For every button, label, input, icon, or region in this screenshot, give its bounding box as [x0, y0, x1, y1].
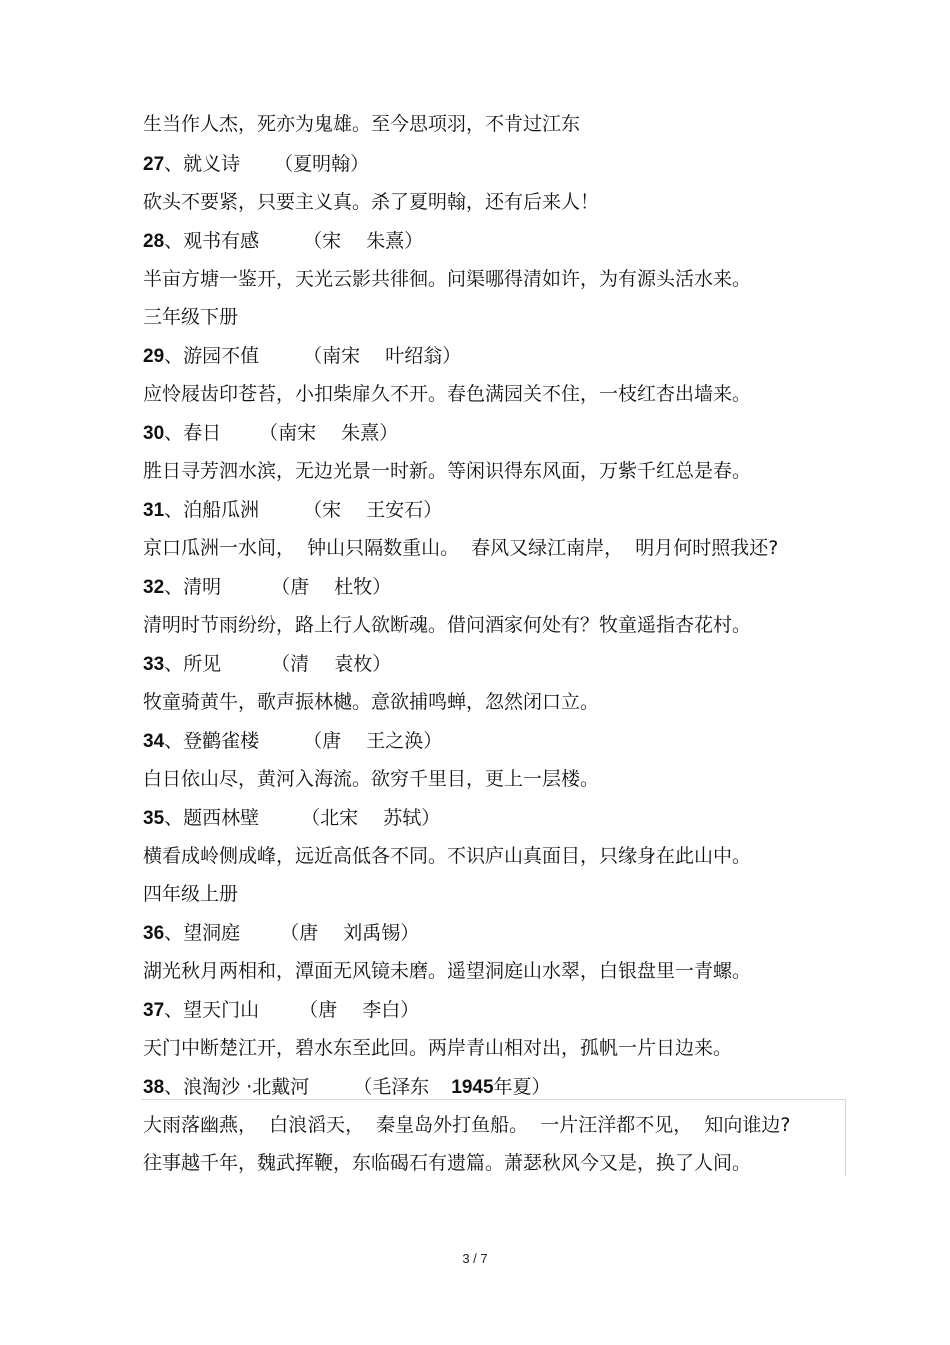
section-heading: 四年级上册: [143, 883, 239, 905]
poem-number: 28: [143, 231, 165, 252]
poem-title: 就义诗: [183, 153, 241, 175]
poem-separator: 、: [164, 653, 184, 675]
poem-number: 36: [143, 923, 165, 944]
poem-heading: [143, 152, 369, 177]
poem-author: （南宋 朱熹）: [259, 422, 399, 444]
poem-author: （唐 刘禹锡）: [280, 922, 420, 944]
poem-line: 生当作人杰，死亦为鬼雄。至今思项羽，不肯过江东: [143, 113, 581, 135]
poem-number: 32: [143, 577, 165, 598]
poem-author: （唐 李白）: [299, 999, 420, 1021]
poem-title: 春日: [183, 422, 222, 444]
poem-separator: 、: [164, 153, 184, 175]
poem-text: 应怜屐齿印苍苔，小扣柴扉久不开。春色满园关不住，一枝红杏出墙来。: [143, 383, 752, 405]
poem-number: 29: [143, 346, 165, 367]
poem-author: （北宋 苏轼）: [301, 807, 441, 829]
poem-text: 天门中断楚江开，碧水东至此回。两岸青山相对出，孤帆一片日边来。: [143, 1037, 733, 1059]
poem-author: （宋 朱熹）: [303, 230, 424, 252]
poem-heading: [143, 421, 398, 446]
poem-text: 横看成岭侧成峰，远近高低各不同。不识庐山真面目，只缘身在此山中。: [143, 845, 752, 867]
poem-title: 观书有感: [183, 230, 260, 252]
poem-text: 大雨落幽燕， 白浪滔天， 秦皇岛外打鱼船。 一片汪洋都不见， 知向谁边?: [143, 1114, 791, 1136]
poem-separator: 、: [164, 730, 184, 752]
poem-title: 泊船瓜洲: [183, 499, 260, 521]
poem-heading: [143, 344, 461, 369]
poem-heading: [143, 575, 391, 600]
poem-number: 34: [143, 731, 165, 752]
poem-separator: 、: [164, 230, 184, 252]
poem-heading: [143, 921, 419, 946]
poem-text: 半亩方塘一鉴开，天光云影共徘徊。问渠哪得清如许，为有源头活水来。: [143, 268, 752, 290]
poem-author: （唐 王之涣）: [303, 730, 443, 752]
poem-number: 27: [143, 154, 165, 175]
poem-title: 浪淘沙 ·北戴河: [183, 1076, 310, 1098]
poem-text: 胜日寻芳泗水滨，无边光景一时新。等闲识得东风面，万紫千红总是春。: [143, 460, 752, 482]
poem-number: 33: [143, 654, 165, 675]
poem-heading: [143, 229, 423, 254]
section-heading: 三年级下册: [143, 306, 239, 328]
poem-text: 湖光秋月两相和，潭面无风镜未磨。遥望洞庭山水翠，白银盘里一青螺。: [143, 960, 752, 982]
poem-heading: [143, 652, 391, 677]
poem-title: 所见: [183, 653, 222, 675]
poem-separator: 、: [164, 1076, 184, 1098]
page-number: 3 / 7: [462, 1251, 488, 1266]
poem-text: 清明时节雨纷纷，路上行人欲断魂。借问酒家何处有？牧童遥指杏花村。: [143, 614, 752, 636]
poem-separator: 、: [164, 576, 184, 598]
poem-heading: [143, 1075, 551, 1100]
poem-separator: 、: [164, 499, 184, 521]
poem-title: 清明: [183, 576, 222, 598]
poem-heading: [143, 498, 442, 523]
poem-title: 登鹳雀楼: [183, 730, 260, 752]
poem-separator: 、: [164, 345, 184, 367]
poem-author: （南宋 叶绍翁）: [303, 345, 462, 367]
poem-author: （唐 杜牧）: [271, 576, 392, 598]
poem-author: （宋 王安石）: [303, 499, 443, 521]
poem-separator: 、: [164, 999, 184, 1021]
poem-separator: 、: [164, 422, 184, 444]
poem-heading: [143, 998, 419, 1023]
poem-title: 望天门山: [183, 999, 260, 1021]
poem-heading: [143, 729, 442, 754]
poem-text: 牧童骑黄牛，歌声振林樾。意欲捕鸣蝉，忽然闭口立。: [143, 691, 600, 713]
poem-title: 游园不值: [183, 345, 260, 367]
poem-number: 38: [143, 1077, 165, 1098]
poem-author: （清 袁枚）: [271, 653, 392, 675]
poem-text: 白日依山尽，黄河入海流。欲穷千里目，更上一层楼。: [143, 768, 600, 790]
poem-author: （毛泽东: [353, 1076, 430, 1098]
poem-text: 往事越千年，魏武挥鞭，东临碣石有遗篇。萧瑟秋风今又是，换了人间。: [143, 1152, 752, 1174]
poem-number: 35: [143, 808, 165, 829]
poem-number: 31: [143, 500, 165, 521]
poem-text: 京口瓜洲一水间， 钟山只隔数重山。 春风又绿江南岸， 明月何时照我还?: [143, 537, 779, 559]
poem-title: 题西林壁: [183, 807, 260, 829]
poem-author: （夏明翰）: [274, 153, 370, 175]
poem-title: 望洞庭: [183, 922, 241, 944]
poem-separator: 、: [164, 807, 184, 829]
poem-heading: [143, 806, 440, 831]
poem-year: 1945: [451, 1077, 494, 1098]
poem-number: 30: [143, 423, 165, 444]
poem-separator: 、: [164, 922, 184, 944]
poem-year-suffix: 年夏）: [493, 1076, 551, 1098]
poem-number: 37: [143, 1000, 165, 1021]
poem-text: 砍头不要紧，只要主义真。杀了夏明翰，还有后来人！: [143, 191, 600, 213]
